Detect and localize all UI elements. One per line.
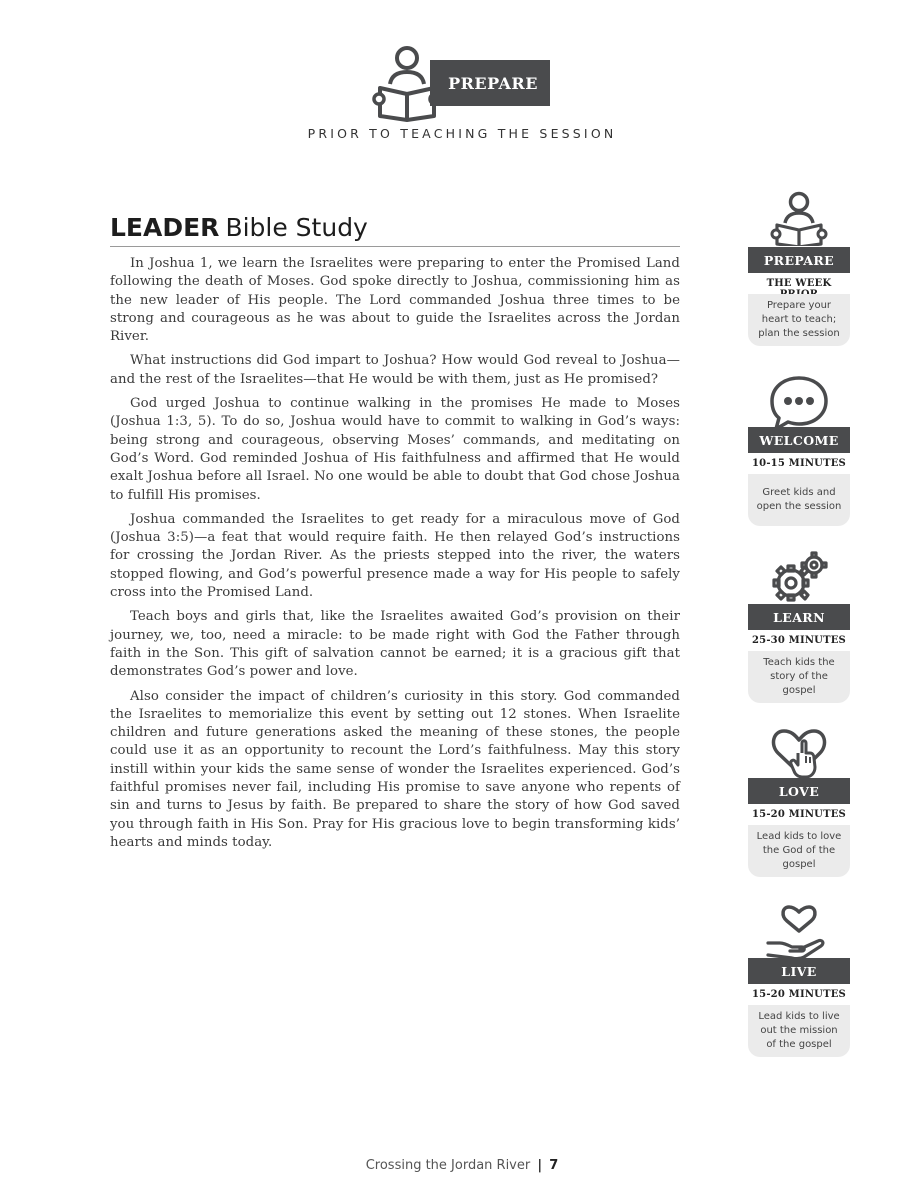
step-description: Greet kids and open the session: [748, 474, 850, 526]
header-subtitle: PRIOR TO TEACHING THE SESSION: [307, 126, 617, 141]
step-label: LOVE: [748, 778, 850, 804]
leader-bible-study: [110, 212, 680, 858]
step-time: 10-15 MINUTES: [752, 458, 846, 469]
step-label: PREPARE: [748, 247, 850, 273]
heart-hand-icon: [764, 723, 834, 779]
article-title-light: Bible Study: [225, 213, 368, 242]
article-paragraph: Teach boys and girls that, like the Israelites awaited God’s provision on their journey, we, too, need a miracle: to be made right with God the Father through faith in the Son. This gift of salvation cannot be earned; it is a gracious gift that demonstrates God’s power and love.: [110, 609, 680, 680]
page-footer: [0, 1158, 924, 1173]
reader-with-book-icon: [764, 190, 834, 246]
article-paragraph: In Joshua 1, we learn the Israelites were preparing to enter the Promised Land following the death of Moses. God spoke directly to Joshua, commissioning him as the new leader of His people. The Lord commanded Joshua three times to be strong and courageous as he was about to guide the Israelites across the Jordan River.: [110, 256, 680, 345]
page-header: [0, 0, 924, 150]
article-paragraph: What instructions did God impart to Joshua? How would God reveal to Joshua—and the rest of the Israelites—that He would be with them, just as He promised?: [110, 353, 680, 387]
article-title: [110, 212, 680, 247]
step-time: THE WEEK: [766, 278, 832, 289]
article-title-strong: LEADER: [110, 213, 220, 242]
step-label: WELCOME: [748, 427, 850, 453]
step-description: Lead kids to live out the mission of the gospel: [748, 1005, 850, 1057]
article-paragraph: Also consider the impact of children’s curiosity in this story. God commanded the Israelites to memorialize this event by setting out 12 stones. When Israelite children and future generations asked the meaning of these stones, the people could use it as an opportunity to recount the Lord’s faithfulness. May this story instill within your kids the same sense of wonder the Israelites experienced. God’s faithful promises never fail, including His promise to save anyone who repents of sin and turns to Jesus by faith. Be prepared to share the story of how God saved you through faith in His Son. Pray for His gracious love to begin transforming kids’ hearts and minds today.: [110, 688, 680, 850]
footer-title: Crossing the Jordan River: [365, 1158, 531, 1173]
step-time: 15-20 MINUTES: [752, 809, 846, 820]
article-paragraph: Joshua commanded the Israelites to get ready for a miraculous move of God (Joshua 3:5)—a feat that would require faith. He then relayed God’s instructions for crossing the Jordan River. As the priests stepped into the river, the waters stopped flowing, and God’s powerful presence made a way for His people to safely cross into the Promised Land.: [110, 511, 680, 601]
speech-bubble-icon: [764, 374, 834, 430]
page-number: 7: [549, 1158, 559, 1173]
header-banner: PREPARE: [430, 60, 550, 106]
gears-icon: [764, 549, 834, 605]
step-time: 25-30 MINUTES: [752, 635, 846, 646]
step-label: LIVE: [748, 958, 850, 984]
step-description: Prepare your heart to teach; plan the session: [748, 294, 850, 346]
step-time: 15-20 MINUTES: [752, 989, 846, 1000]
footer-separator: |: [537, 1158, 543, 1173]
heart-in-hand-icon: [764, 903, 834, 959]
step-description: Lead kids to love the God of the gospel: [748, 825, 850, 877]
article-paragraph: God urged Joshua to continue walking in the promises He made to Moses (Joshua 1:3, 5). To do so, Joshua would have to commit to walking in God’s ways: being strong and courageous, observing Moses’ commands, and meditating on God’s Word. God reminded Joshua of His faithfulness and affirmed that He would exalt Joshua before all Israel. No one would be able to doubt that God chose Joshua to fulfill His promises.: [110, 396, 680, 503]
step-description: Teach kids the story of the gospel: [748, 651, 850, 703]
step-label: LEARN: [748, 604, 850, 630]
article-body: [110, 255, 680, 852]
